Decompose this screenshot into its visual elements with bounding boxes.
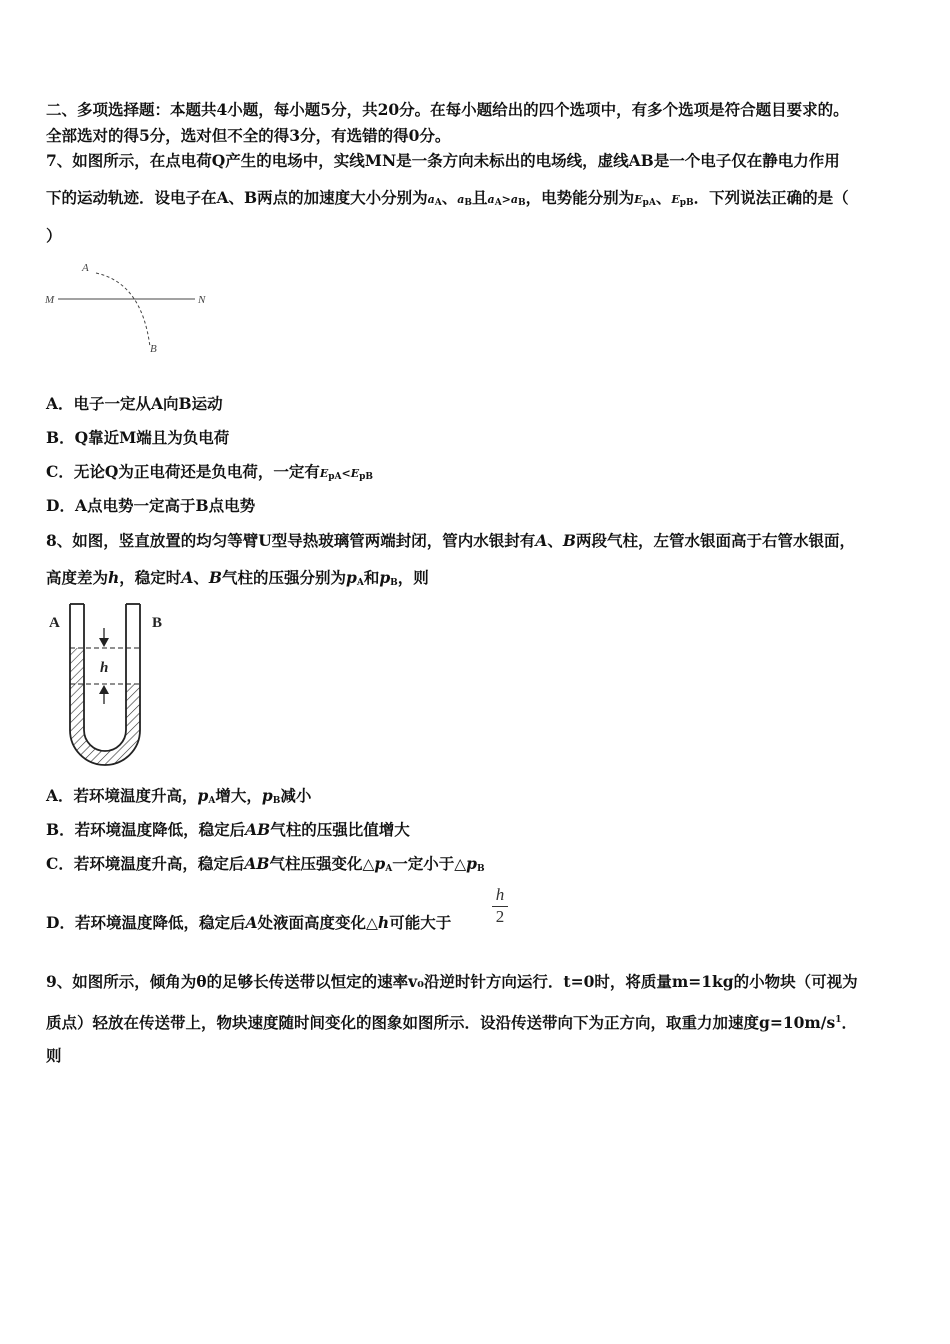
q7-field-line-figure [40, 255, 220, 360]
label-h: h [100, 660, 109, 676]
arrow-up-icon [99, 685, 109, 694]
q7-stem-line2: 下的运动轨迹．设电子在A、B两点的加速度大小分别为$a_A$、$a_B$且$a_A>a_B$，电势能分别为$E_{pA}$、$E_{pB}$．下列说法正确的是（ [46, 188, 849, 208]
q8-option-c[interactable]: C．若环境温度升高，稳定后AB气柱压强变化$\triangle p_A$一定小于$\triangle p_B$ [46, 854, 485, 874]
fraction-denominator: 2 [495, 907, 505, 926]
label-m: M [45, 294, 55, 306]
label-a-tube: A [49, 615, 60, 631]
q8-option-a[interactable]: A．若环境温度升高，$p_A$增大，$p_B$减小 [46, 786, 312, 806]
fraction-numerator: h [495, 885, 505, 904]
q8-stem-line1: 8、如图，竖直放置的均匀等臂U型导热玻璃管两端封闭，管内水银封有A、B两段气柱，左管水银面高于右管水银面， [46, 531, 855, 550]
arrow-down-icon [99, 638, 109, 647]
q9-stem-line2: 质点）轻放在传送带上，物块速度随时间变化的图象如图所示．设沿传送带向下为正方向，取重力加速度$g=10m/s^1$． [46, 1013, 857, 1033]
q8-stem-line2: 高度差为h，稳定时A、B气柱的压强分别为$p_A$和$p_B$，则 [46, 568, 429, 588]
q8-u-tube-figure [40, 600, 180, 775]
q7-stem-line3: ） [46, 226, 62, 245]
label-a: A [82, 262, 89, 274]
q7-option-b[interactable]: B．Q靠近M端且为负电荷 [46, 428, 230, 447]
label-b-tube: B [152, 615, 163, 631]
label-n: N [198, 294, 206, 306]
section-header-line1: 二、多项选择题：本题共4小题，每小题5分，共20分。在每小题给出的四个选项中，有多个选项是符合题目要求的。 [46, 100, 849, 119]
q9-stem-line1: 9、如图所示，倾角为θ的足够长传送带以恒定的速率v₀沿逆时针方向运行．t=0时，将质量m=1kg的小物块（可视为 [46, 972, 858, 991]
q7-option-a[interactable]: A．电子一定从A向B运动 [46, 394, 223, 413]
q7-stem-line1: 7、如图所示，在点电荷Q产生的电场中，实线MN是一条方向未标出的电场线，虚线AB是一个电子仅在静电力作用 [46, 151, 840, 170]
q8-option-b[interactable]: B．若环境温度降低，稳定后AB气柱的压强比值增大 [46, 820, 410, 839]
label-b: B [150, 343, 157, 355]
trajectory-ab [96, 273, 150, 347]
q8-option-d-fraction [492, 886, 508, 926]
q8-option-d[interactable]: D．若环境温度降低，稳定后A处液面高度变化△h可能大于 [46, 913, 452, 932]
tube-inner-wall [84, 604, 126, 751]
section-header-line2: 全部选对的得5分，选对但不全的得3分，有选错的得0分。 [46, 126, 451, 145]
q9-stem-line3: 则 [46, 1046, 62, 1065]
q7-option-d[interactable]: D．A点电势一定高于B点电势 [46, 496, 256, 515]
q7-option-c[interactable]: C．无论Q为正电荷还是负电荷，一定有$E_{pA}<E_{pB}$ [46, 462, 374, 482]
